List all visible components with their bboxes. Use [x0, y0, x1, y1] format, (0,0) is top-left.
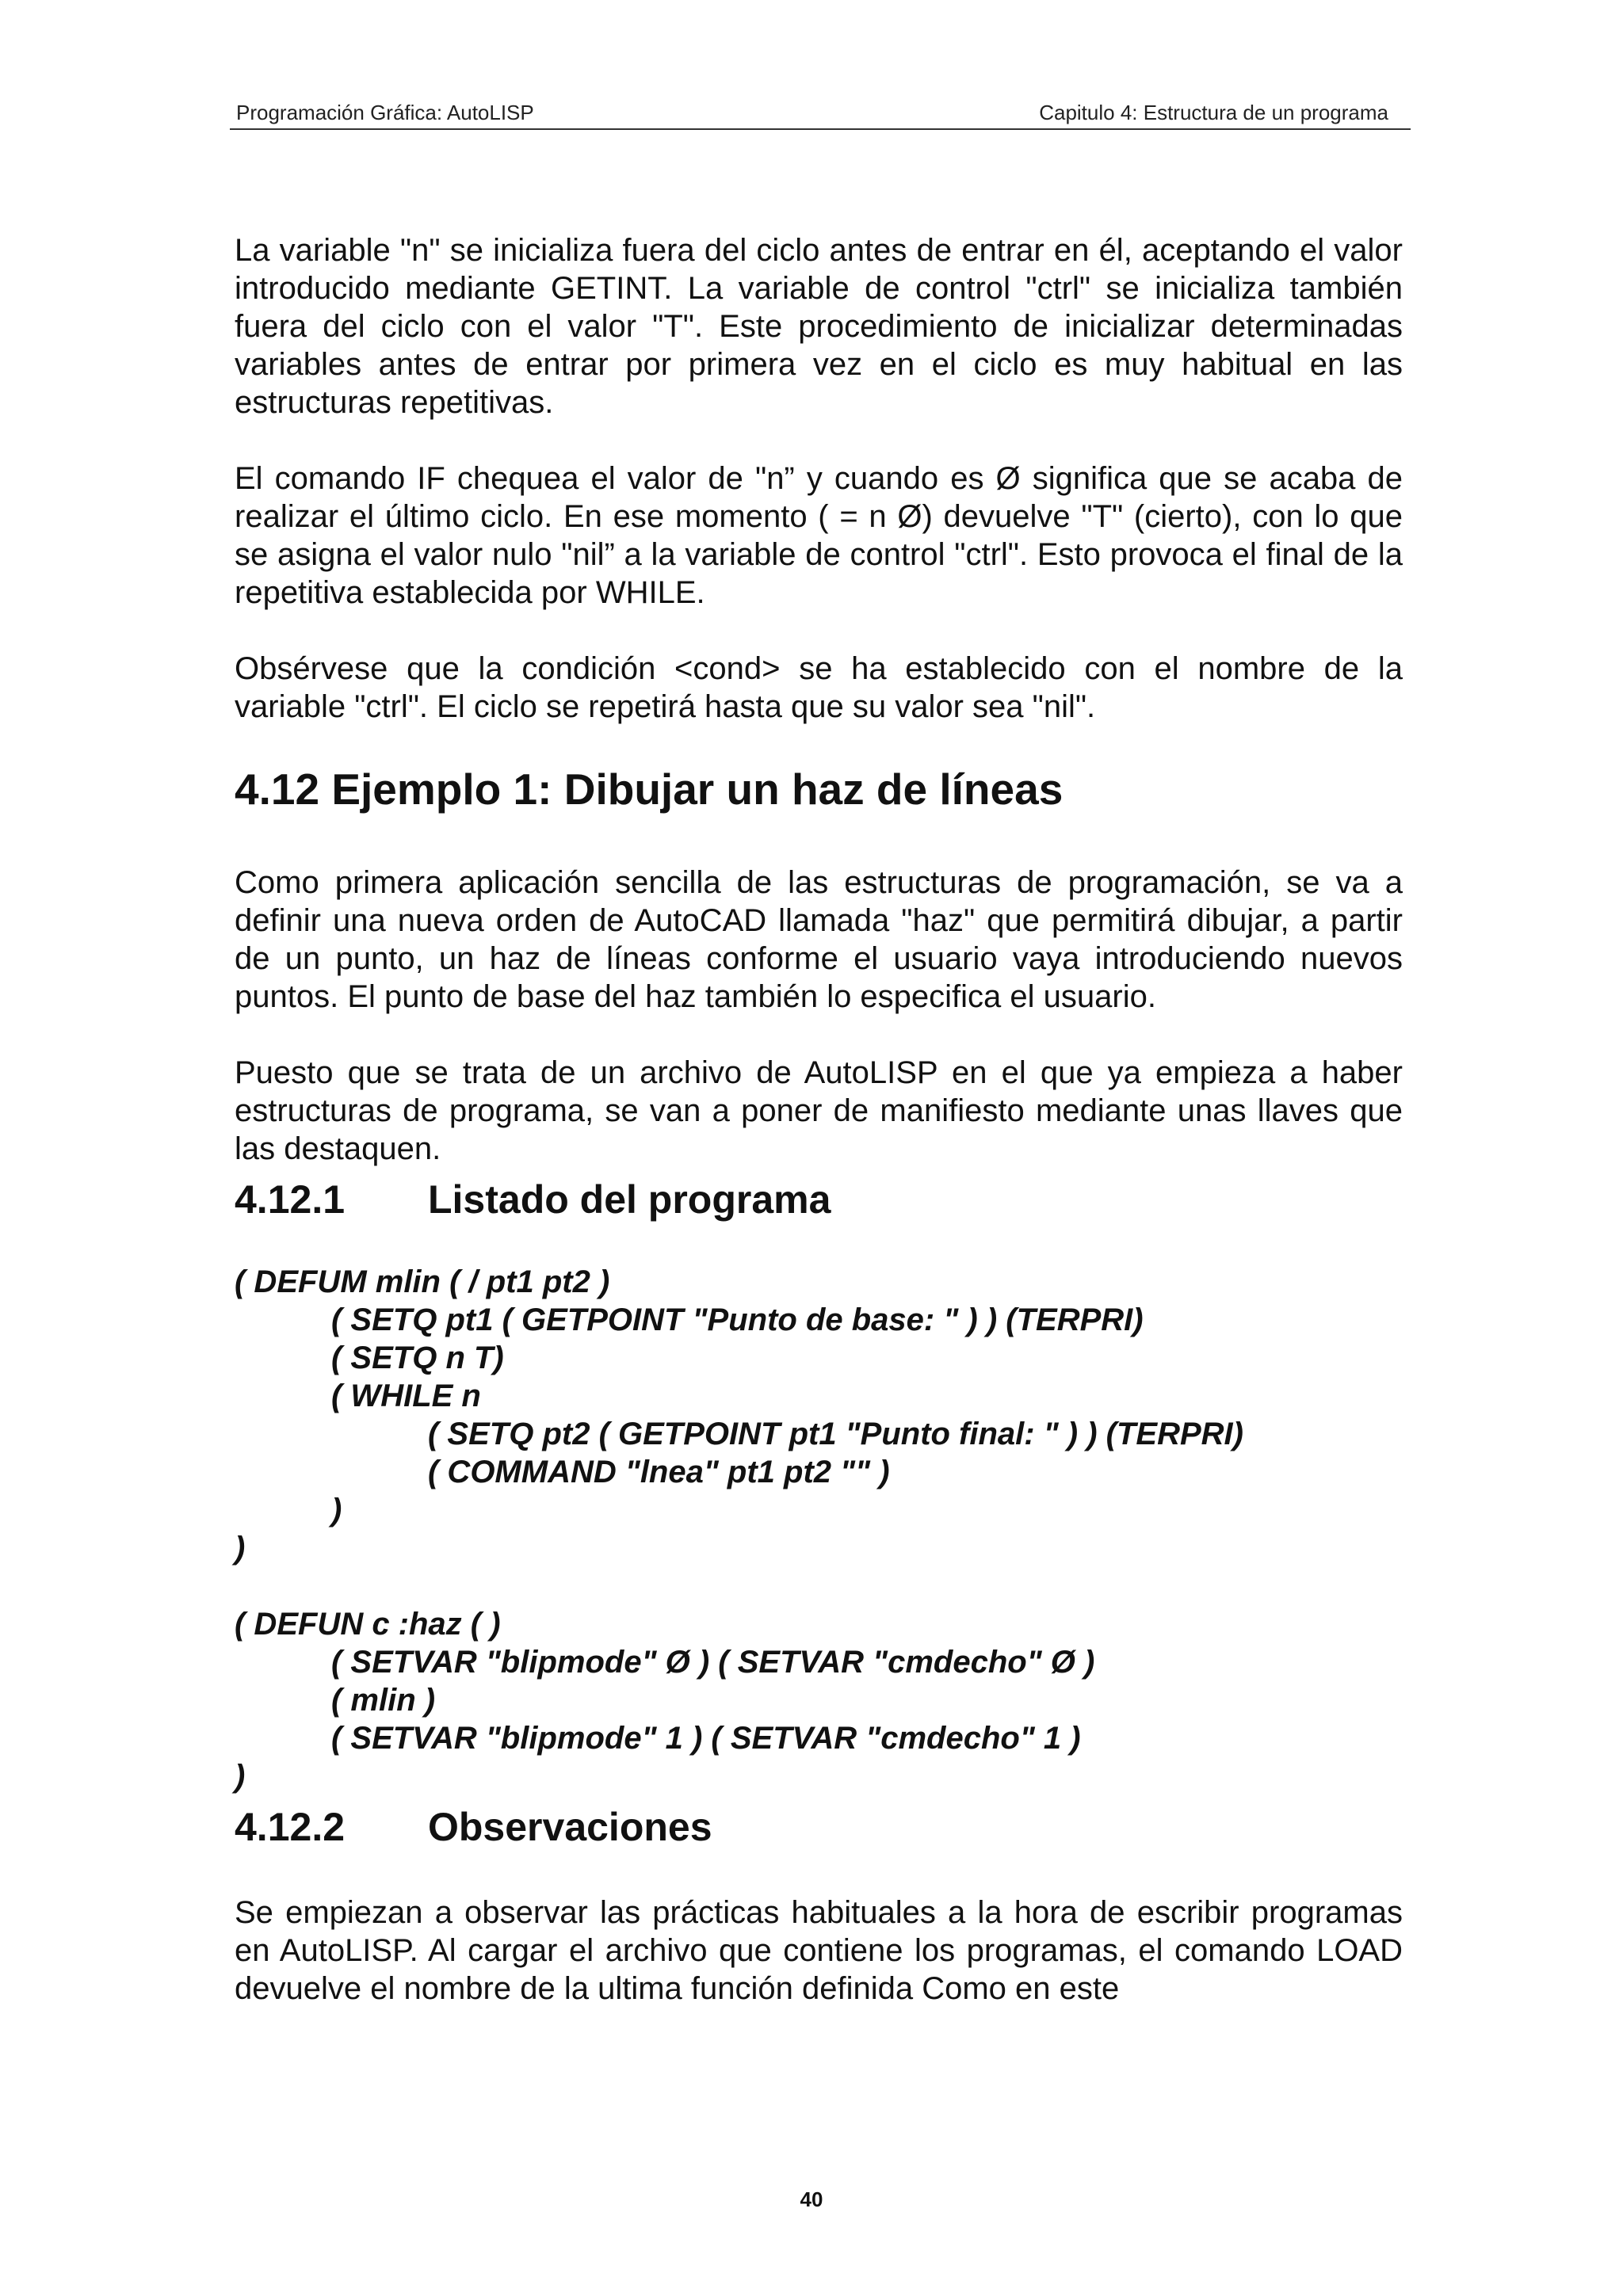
code-line: ( DEFUM mlin ( / pt1 pt2 ): [235, 1264, 610, 1299]
page-content: [235, 231, 1403, 2008]
subsection-number: 4.12.2: [235, 1805, 346, 1849]
paragraph-program-structures: Puesto que se trata de un archivo de AutoLISP en el que ya empieza a haber estructuras de programa, se van a poner de manifiesto mediante unas llaves que las destaquen.: [235, 1055, 1403, 1166]
paragraph-if-command: El comando IF chequea el valor de "n” y cuando es Ø significa que se acaba de realizar el último ciclo. En ese momento ( = n Ø) devuelve "T" (cierto), con lo que se asigna el valor nulo "nil” a la variable de control "ctrl". Esto provoca el final de la repetitiva establecida por WHILE.: [235, 461, 1403, 610]
header-book-title: Programación Gráfica: AutoLISP: [236, 101, 534, 124]
paragraph-observations: Se empiezan a observar las prácticas habituales a la hora de escribir programas en AutoLISP. Al cargar el archivo que contiene los programas, el comando LOAD devuelve el nombre de la ultima función definida Como en este: [235, 1895, 1403, 2006]
subsection-heading-4-12-2: [235, 1795, 1403, 1859]
code-line: ( COMMAND "lnea" pt1 pt2 "" ): [428, 1455, 890, 1489]
code-line: ( SETVAR "blipmode" Ø ) ( SETVAR "cmdecho" Ø ): [331, 1645, 1095, 1680]
code-line: ): [235, 1531, 246, 1566]
code-line: ): [235, 1759, 246, 1794]
code-line: ( SETQ pt1 ( GETPOINT "Punto de base: " ) ) (TERPRI): [331, 1302, 1144, 1337]
paragraph-variable-n: La variable "n" se inicializa fuera del ciclo antes de entrar en él, aceptando el valor introducido mediante GETINT. La variable de control "ctrl" se inicializa también fuera del ciclo con el valor "T". Este procedimiento de inicializar determinadas variables antes de entrar por primera vez en el ciclo es muy habitual en las estructuras repetitivas.: [235, 233, 1403, 420]
subsection-heading-4-12-1: [235, 1168, 1403, 1231]
header-chapter-title: Capitulo 4: Estructura de un programa: [1039, 101, 1388, 124]
page-number: 40: [800, 2187, 823, 2211]
code-line: ( SETQ pt2 ( GETPOINT pt1 "Punto final: " ) ) (TERPRI): [428, 1417, 1243, 1451]
code-line: ( SETQ n T): [331, 1341, 504, 1375]
page-header: [230, 93, 1411, 130]
section-heading-4-12: 4.12 Ejemplo 1: Dibujar un haz de líneas: [235, 765, 1064, 814]
subsection-number: 4.12.1: [235, 1177, 346, 1222]
code-line: ): [331, 1493, 342, 1527]
subsection-title: Observaciones: [428, 1805, 712, 1849]
code-line: ( DEFUN c :haz ( ): [235, 1607, 501, 1642]
paragraph-first-application: Como primera aplicación sencilla de las estructuras de programación, se va a definir una nueva orden de AutoCAD llamada "haz" que permitirá dibujar, a partir de un punto, un haz de líneas conforme el usuario vaya introduciendo nuevos puntos. El punto de base del haz también lo especifica el usuario.: [235, 865, 1403, 1014]
code-line: ( SETVAR "blipmode" 1 ) ( SETVAR "cmdecho" 1 ): [331, 1721, 1081, 1756]
code-listing-haz: [235, 1605, 1403, 1795]
code-listing-mlin: [235, 1263, 1403, 1567]
code-line: ( mlin ): [331, 1683, 436, 1718]
subsection-title: Listado del programa: [428, 1177, 831, 1222]
code-line: ( WHILE n: [331, 1379, 481, 1413]
paragraph-condition: Obsérvese que la condición <cond> se ha establecido con el nombre de la variable "ctrl". El ciclo se repetirá hasta que su valor sea "nil".: [235, 651, 1403, 724]
